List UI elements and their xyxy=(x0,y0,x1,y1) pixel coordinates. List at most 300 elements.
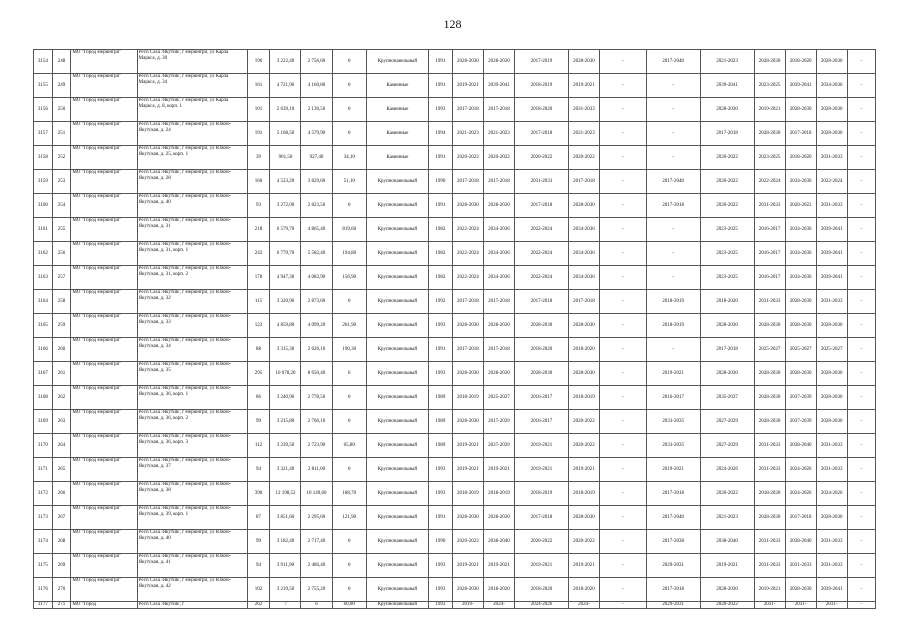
period-7-cell: 2020-2022 xyxy=(700,170,754,194)
living-area-cell: 2 626,10 xyxy=(301,338,332,362)
period-10-cell: 2028-2030 xyxy=(816,362,847,386)
period-5-cell: - xyxy=(600,506,647,530)
period-9-cell: 2018-2020 xyxy=(785,146,816,170)
wall-material-cell: Крупнопанельный xyxy=(366,506,428,530)
total-area-cell: 3 272,00 xyxy=(270,194,301,218)
period-11-cell: - xyxy=(847,266,875,290)
record-id-cell: 254 xyxy=(52,194,71,218)
row-number-cell: 3166 xyxy=(34,338,53,362)
build-year-cell: 1993 xyxy=(429,482,453,506)
table-row xyxy=(34,554,876,578)
owner-cell: МО "Город Нерюнгри" xyxy=(71,266,137,290)
period-11-cell: - xyxy=(847,338,875,362)
area-count-cell: 262 xyxy=(247,602,270,609)
period-4-cell: 2031-2033 xyxy=(568,98,599,122)
period-8-cell: 2028-2030 xyxy=(754,50,785,74)
period-7-cell: 2021-2023 xyxy=(700,50,754,74)
period-2-cell: 2017-2018 xyxy=(483,338,514,362)
record-id-cell: 263 xyxy=(52,410,71,434)
build-year-cell: 1993 xyxy=(429,98,453,122)
period-1-cell: 2028-2030 xyxy=(452,506,483,530)
wall-material-cell: Крупнопанельный xyxy=(366,338,428,362)
period-7-cell: 2019-2021 xyxy=(700,554,754,578)
area-count-cell: 39 xyxy=(247,146,270,170)
period-1-cell: 2018-2019 xyxy=(452,482,483,506)
period-3-cell: 2022-2024 xyxy=(515,218,569,242)
build-year-cell: 1992 xyxy=(429,290,453,314)
period-1-cell: 2017-2018 xyxy=(452,290,483,314)
period-5-cell: - xyxy=(600,458,647,482)
period-6-cell: - xyxy=(646,146,700,170)
build-year-cell: 1989 xyxy=(429,386,453,410)
period-8-cell: 2031- xyxy=(754,602,785,609)
period-3-cell: 2018-2019 xyxy=(515,482,569,506)
period-4-cell: 2019-2021 xyxy=(568,74,599,98)
area-count-cell: 88 xyxy=(247,338,270,362)
owner-cell: МО "Город Нерюнгри" xyxy=(71,50,137,74)
build-year-cell: 1982 xyxy=(429,266,453,290)
wall-material-cell: Крупнопанельный xyxy=(366,242,428,266)
period-10-cell: 2028-2030 xyxy=(816,50,847,74)
row-number-cell: 3172 xyxy=(34,482,53,506)
address-cell: Респ Саха /Якутия/, г Нерюнгри, ул Южно-Якутская, д. 36, корп. 3 xyxy=(137,434,247,458)
period-9-cell: 2017-2018 xyxy=(785,506,816,530)
period-10-cell: 2025-2027 xyxy=(816,338,847,362)
total-area-cell: 2 639,10 xyxy=(270,98,301,122)
total-area-cell: 5 168,50 xyxy=(270,122,301,146)
period-6-cell: - xyxy=(646,98,700,122)
period-11-cell: - xyxy=(847,530,875,554)
build-year-cell: 1982 xyxy=(429,218,453,242)
period-4-cell: 2017-2018 xyxy=(568,290,599,314)
build-year-cell: 1991 xyxy=(429,74,453,98)
record-id-cell: 252 xyxy=(52,146,71,170)
build-year-cell: 1993 xyxy=(429,314,453,338)
area-count-cell: 101 xyxy=(247,98,270,122)
period-6-cell: 2016-2017 xyxy=(646,386,700,410)
record-id-cell: 257 xyxy=(52,266,71,290)
living-area-cell: 2 723,90 xyxy=(301,434,332,458)
period-11-cell: - xyxy=(847,218,875,242)
row-number-cell: 3158 xyxy=(34,146,53,170)
period-3-cell: 2031-2033 xyxy=(515,170,569,194)
period-2-cell: 2021-2023 xyxy=(483,122,514,146)
period-10-cell: 2028-2030 xyxy=(816,122,847,146)
table-row xyxy=(34,290,876,314)
period-1-cell: 2028-2030 xyxy=(452,362,483,386)
build-year-cell: 1990 xyxy=(429,170,453,194)
record-id-cell: 264 xyxy=(52,434,71,458)
table-row xyxy=(34,146,876,170)
address-cell: Респ Саха /Якутия/, г Нерюнгри, ул Южно-Якутская, д. 31 xyxy=(137,218,247,242)
period-10-cell: 2031-2033 xyxy=(816,146,847,170)
total-area-cell: 4 859,80 xyxy=(270,314,301,338)
period-11-cell: - xyxy=(847,410,875,434)
record-id-cell: 256 xyxy=(52,242,71,266)
nonresidential-area-cell: 194,80 xyxy=(332,242,366,266)
period-4-cell: 2034-2036 xyxy=(568,242,599,266)
period-6-cell: 2017-2040 xyxy=(646,50,700,74)
table-row xyxy=(34,266,876,290)
period-8-cell: 2028-2030 xyxy=(754,314,785,338)
build-year-cell: 1993 xyxy=(429,602,453,609)
nonresidential-area-cell: 121,90 xyxy=(332,506,366,530)
living-area-cell: 10 149,60 xyxy=(301,482,332,506)
period-6-cell: 2033-2035 xyxy=(646,410,700,434)
period-5-cell: - xyxy=(600,554,647,578)
area-count-cell: 94 xyxy=(247,554,270,578)
address-cell: Респ Саха /Якутия/, г xyxy=(137,602,247,609)
period-2-cell: 2024- xyxy=(483,602,514,609)
period-5-cell: - xyxy=(600,74,647,98)
period-10-cell: 2024-2026 xyxy=(816,482,847,506)
table-row xyxy=(34,170,876,194)
record-id-cell: 255 xyxy=(52,218,71,242)
record-id-cell: 268 xyxy=(52,530,71,554)
period-4-cell: 2020-2022 xyxy=(568,434,599,458)
wall-material-cell: Крупнопанельный xyxy=(366,50,428,74)
address-cell: Респ Саха /Якутия/, г Нерюнгри, ул Южно-Якутская, д. 40 xyxy=(137,530,247,554)
period-3-cell: 2018-2020 xyxy=(515,98,569,122)
row-number-cell: 3163 xyxy=(34,266,53,290)
period-9-cell: 2018-2020 xyxy=(785,50,816,74)
row-number-cell: 3155 xyxy=(34,74,53,98)
area-count-cell: 102 xyxy=(247,578,270,602)
owner-cell: МО "Город Нерюнгри" xyxy=(71,74,137,98)
period-11-cell: - xyxy=(847,506,875,530)
nonresidential-area-cell: 6 xyxy=(332,362,366,386)
row-number-cell: 3162 xyxy=(34,242,53,266)
area-count-cell: 295 xyxy=(247,362,270,386)
nonresidential-area-cell: 0 xyxy=(332,194,366,218)
wall-material-cell: Крупнопанельный xyxy=(366,362,428,386)
total-area-cell: 12 198,52 xyxy=(270,482,301,506)
total-area-cell: 4 721,90 xyxy=(270,74,301,98)
wall-material-cell: Крупнопанельный xyxy=(366,194,428,218)
period-1-cell: 2017-2018 xyxy=(452,98,483,122)
row-number-cell: 3170 xyxy=(34,434,53,458)
period-3-cell: 2020-2022 xyxy=(515,146,569,170)
row-number-cell: 3177 xyxy=(34,602,53,609)
period-2-cell: 2020-2022 xyxy=(483,146,514,170)
record-id-cell: 271 xyxy=(52,602,71,609)
period-5-cell: - xyxy=(600,218,647,242)
area-count-cell: 243 xyxy=(247,242,270,266)
living-area-cell: 2 486,40 xyxy=(301,554,332,578)
period-11-cell: - xyxy=(847,122,875,146)
period-8-cell: 2025-2027 xyxy=(754,338,785,362)
period-8-cell: 2031-2033 xyxy=(754,554,785,578)
address-cell: Респ Саха /Якутия/, г Нерюнгри, ул Южно-Якутская, д. 34 xyxy=(137,338,247,362)
period-7-cell: 2039-2041 xyxy=(700,74,754,98)
nonresidential-area-cell: 0 xyxy=(332,50,366,74)
period-8-cell: 2031-2033 xyxy=(754,290,785,314)
living-area-cell: 2 873,60 xyxy=(301,290,332,314)
area-count-cell: 191 xyxy=(247,122,270,146)
period-5-cell: - xyxy=(600,314,647,338)
period-5-cell: - xyxy=(600,530,647,554)
living-area-cell: 2 823,50 xyxy=(301,194,332,218)
address-cell: Респ Саха /Якутия/, г Нерюнгри, ул Южно-Якутская, д. 41 xyxy=(137,554,247,578)
period-9-cell: 2034-2036 xyxy=(785,170,816,194)
period-4-cell: 2028-2030 xyxy=(568,362,599,386)
nonresidential-area-cell: 188,70 xyxy=(332,482,366,506)
row-number-cell: 3159 xyxy=(34,170,53,194)
period-8-cell: 2028-2030 xyxy=(754,122,785,146)
period-7-cell: 2023-2025 xyxy=(700,266,754,290)
period-8-cell: 2016-2017 xyxy=(754,242,785,266)
period-5-cell: - xyxy=(600,98,647,122)
period-8-cell: 2031-2033 xyxy=(754,434,785,458)
period-2-cell: 2019-2021 xyxy=(483,554,514,578)
table-row xyxy=(34,482,876,506)
nonresidential-area-cell: 0 xyxy=(332,578,366,602)
period-8-cell: 2023-2025 xyxy=(754,146,785,170)
period-10-cell: 2031-2033 xyxy=(816,554,847,578)
period-9-cell: 2031-2033 xyxy=(785,554,816,578)
record-id-cell: 262 xyxy=(52,386,71,410)
period-3-cell: 2028-2030 xyxy=(515,362,569,386)
period-8-cell: 2022-2024 xyxy=(754,170,785,194)
period-9-cell: 2028-2030 xyxy=(785,362,816,386)
address-cell: Респ Саха /Якутия/, г Нерюнгри, ул Южно-Якутская, д. 38 xyxy=(137,482,247,506)
total-area-cell: 3 315,30 xyxy=(270,338,301,362)
period-2-cell: 2038-2040 xyxy=(483,530,514,554)
period-9-cell: 2034-2036 xyxy=(785,266,816,290)
address-cell: Респ Саха /Якутия/, г Нерюнгри, ул Южно-Якутская, д. 32 xyxy=(137,290,247,314)
address-cell: Респ Саха /Якутия/, г Нерюнгри, ул Южно-Якутская, д. 40 xyxy=(137,194,247,218)
period-4-cell: 2018-2019 xyxy=(568,482,599,506)
nonresidential-area-cell: 190,30 xyxy=(332,338,366,362)
build-year-cell: 1991 xyxy=(429,194,453,218)
owner-cell: МО "Город xyxy=(71,602,137,609)
table-row xyxy=(34,362,876,386)
table-row xyxy=(34,410,876,434)
period-10-cell: 2028-2030 xyxy=(816,386,847,410)
period-7-cell: 2027-2029 xyxy=(700,410,754,434)
build-year-cell: 1993 xyxy=(429,362,453,386)
period-1-cell: 2028-2030 xyxy=(452,578,483,602)
period-4-cell: 2021-2023 xyxy=(568,122,599,146)
wall-material-cell: Каменные xyxy=(366,98,428,122)
owner-cell: МО "Город Нерюнгри" xyxy=(71,362,137,386)
period-10-cell: 2039-2041 xyxy=(816,266,847,290)
living-area-cell: 4 579,90 xyxy=(301,122,332,146)
nonresidential-area-cell: 65,80 xyxy=(332,434,366,458)
area-count-cell: 99 xyxy=(247,530,270,554)
period-9-cell: 2028-2030 xyxy=(785,578,816,602)
wall-material-cell: Крупнопанельный xyxy=(366,314,428,338)
address-cell: Респ Саха /Якутия/, г Нерюнгри, ул Южно-Якутская, д. 24 xyxy=(137,122,247,146)
area-count-cell: 99 xyxy=(247,410,270,434)
period-6-cell: 2033-2035 xyxy=(646,434,700,458)
period-1-cell: 2017-2018 xyxy=(452,170,483,194)
period-6-cell: - xyxy=(646,74,700,98)
period-5-cell: - xyxy=(600,602,647,609)
table-row xyxy=(34,218,876,242)
period-2-cell: 2019-2021 xyxy=(483,458,514,482)
period-9-cell: 2037-2039 xyxy=(785,410,816,434)
living-area-cell: 5 582,40 xyxy=(301,242,332,266)
period-5-cell: - xyxy=(600,194,647,218)
record-id-cell: 251 xyxy=(52,122,71,146)
period-10-cell: 2034-2036 xyxy=(816,74,847,98)
total-area-cell: 3 215,80 xyxy=(270,410,301,434)
period-9-cell: 2039-2041 xyxy=(785,74,816,98)
period-4-cell: 2018-2020 xyxy=(568,338,599,362)
period-3-cell: 2020-2022 xyxy=(515,530,569,554)
period-7-cell: 2024-2026 xyxy=(700,458,754,482)
address-cell: Респ Саха /Якутия/, г Нерюнгри, ул Южно-Якутская, д. 35 xyxy=(137,362,247,386)
nonresidential-area-cell: 0 xyxy=(332,74,366,98)
row-number-cell: 3175 xyxy=(34,554,53,578)
page-number: 128 xyxy=(443,17,462,31)
table-row xyxy=(34,602,876,609)
table-row xyxy=(34,122,876,146)
period-3-cell: 2017-2018 xyxy=(515,506,569,530)
period-7-cell: 2023-2025 xyxy=(700,242,754,266)
owner-cell: МО "Город Нерюнгри" xyxy=(71,314,137,338)
total-area-cell: 3 911,90 xyxy=(270,554,301,578)
period-9-cell: 2025-2027 xyxy=(785,338,816,362)
period-1-cell: 2019-2021 xyxy=(452,554,483,578)
period-2-cell: 2017-2018 xyxy=(483,98,514,122)
period-11-cell: - xyxy=(847,74,875,98)
nonresidential-area-cell: 0 xyxy=(332,386,366,410)
period-5-cell: - xyxy=(600,410,647,434)
row-number-cell: 3167 xyxy=(34,362,53,386)
period-1-cell: 2028-2030 xyxy=(452,194,483,218)
period-2-cell: 2034-2036 xyxy=(483,218,514,242)
build-year-cell: 1989 xyxy=(429,410,453,434)
table-row xyxy=(34,194,876,218)
nonresidential-area-cell: 34,10 xyxy=(332,146,366,170)
total-area-cell: 3 182,40 xyxy=(270,530,301,554)
record-id-cell: 248 xyxy=(52,50,71,74)
period-6-cell: 2017-2018 xyxy=(646,482,700,506)
period-2-cell: 2028-2030 xyxy=(483,194,514,218)
owner-cell: МО "Город Нерюнгри" xyxy=(71,146,137,170)
owner-cell: МО "Город Нерюнгри" xyxy=(71,458,137,482)
row-number-cell: 3165 xyxy=(34,314,53,338)
period-1-cell: 2022-2024 xyxy=(452,242,483,266)
period-6-cell: - xyxy=(646,266,700,290)
period-3-cell: 2017-2019 xyxy=(515,50,569,74)
address-cell: Респ Саха /Якутия/, г Нерюнгри, ул Карла Маркса, д. 30 xyxy=(137,50,247,74)
period-2-cell: 2034-2036 xyxy=(483,242,514,266)
period-5-cell: - xyxy=(600,50,647,74)
nonresidential-area-cell: 60,00 xyxy=(332,602,366,609)
period-9-cell: 2038-2040 xyxy=(785,434,816,458)
period-11-cell: - xyxy=(847,578,875,602)
period-6-cell: - xyxy=(646,122,700,146)
total-area-cell: 4 523,20 xyxy=(270,170,301,194)
period-4-cell: 2028-2030 xyxy=(568,314,599,338)
record-id-cell: 266 xyxy=(52,482,71,506)
build-year-cell: 1991 xyxy=(429,146,453,170)
area-count-cell: 161 xyxy=(247,74,270,98)
owner-cell: МО "Город Нерюнгри" xyxy=(71,578,137,602)
record-id-cell: 259 xyxy=(52,314,71,338)
address-cell: Респ Саха /Якутия/, г Нерюнгри, ул Южно-Якутская, д. 31, корп. 1 xyxy=(137,242,247,266)
row-number-cell: 3168 xyxy=(34,386,53,410)
period-11-cell: - xyxy=(847,602,875,609)
wall-material-cell: Крупнопанельный xyxy=(366,458,428,482)
wall-material-cell: Крупнопанельный xyxy=(366,410,428,434)
period-7-cell: 2020-2022 xyxy=(700,194,754,218)
period-6-cell: 2017-2018 xyxy=(646,578,700,602)
build-year-cell: 1990 xyxy=(429,530,453,554)
period-7-cell: 2028-2030 xyxy=(700,314,754,338)
table-row xyxy=(34,314,876,338)
period-7-cell: 2035-2037 xyxy=(700,386,754,410)
address-cell: Респ Саха /Якутия/, г Нерюнгри, ул Карла Маркса, д. 34 xyxy=(137,74,247,98)
build-year-cell: 1993 xyxy=(429,578,453,602)
period-3-cell: 2018-2020 xyxy=(515,578,569,602)
period-9-cell: 2028-2030 xyxy=(785,98,816,122)
nonresidential-area-cell: 156,90 xyxy=(332,266,366,290)
area-count-cell: 196 xyxy=(247,50,270,74)
address-cell: Респ Саха /Якутия/, г Нерюнгри, ул Южно-Якутская, д. 36, корп. 2 xyxy=(137,410,247,434)
period-10-cell: 2031-2033 xyxy=(816,290,847,314)
owner-cell: МО "Город Нерюнгри" xyxy=(71,194,137,218)
period-2-cell: 2028-2030 xyxy=(483,506,514,530)
period-7-cell: 2028-2030 xyxy=(700,578,754,602)
period-11-cell: - xyxy=(847,362,875,386)
period-8-cell: 2023-2025 xyxy=(754,74,785,98)
period-1-cell: 2022-2024 xyxy=(452,266,483,290)
period-1-cell: 2017-2018 xyxy=(452,338,483,362)
build-year-cell: 1993 xyxy=(429,458,453,482)
area-count-cell: 160 xyxy=(247,170,270,194)
total-area-cell: 3 240,90 xyxy=(270,386,301,410)
period-10-cell: 2028-2030 xyxy=(816,506,847,530)
nonresidential-area-cell: 0 xyxy=(332,122,366,146)
total-area-cell: 3 222,40 xyxy=(270,50,301,74)
register-body xyxy=(34,50,876,609)
period-7-cell: 2021-2023 xyxy=(700,506,754,530)
period-4-cell: 2028-2030 xyxy=(568,194,599,218)
period-5-cell: - xyxy=(600,290,647,314)
row-number-cell: 3156 xyxy=(34,98,53,122)
wall-material-cell: Крупнопанельный xyxy=(366,602,428,609)
period-9-cell: 2034-2036 xyxy=(785,218,816,242)
area-count-cell: 123 xyxy=(247,314,270,338)
owner-cell: МО "Город Нерюнгри" xyxy=(71,386,137,410)
wall-material-cell: Крупнопанельный xyxy=(366,290,428,314)
period-8-cell: 2016-2017 xyxy=(754,218,785,242)
period-1-cell: 2020-2022 xyxy=(452,146,483,170)
period-11-cell: - xyxy=(847,242,875,266)
build-year-cell: 1991 xyxy=(429,506,453,530)
total-area-cell: 3 321,40 xyxy=(270,458,301,482)
nonresidential-area-cell: 0 xyxy=(332,410,366,434)
period-8-cell: 2031-2033 xyxy=(754,458,785,482)
owner-cell: МО "Город Нерюнгри" xyxy=(71,410,137,434)
record-id-cell: 253 xyxy=(52,170,71,194)
address-cell: Респ Саха /Якутия/, г Нерюнгри, ул Южно-Якутская, д. 28 xyxy=(137,170,247,194)
period-3-cell: 2017-2018 xyxy=(515,290,569,314)
wall-material-cell: Крупнопанельный xyxy=(366,218,428,242)
period-4-cell: 2019-2021 xyxy=(568,554,599,578)
period-8-cell: 2028-2030 xyxy=(754,410,785,434)
period-7-cell: 2028-2030 xyxy=(700,98,754,122)
period-4-cell: 2017-2018 xyxy=(568,170,599,194)
wall-material-cell: Крупнопанельный xyxy=(366,530,428,554)
wall-material-cell: Крупнопанельный xyxy=(366,266,428,290)
total-area-cell: 3 320,90 xyxy=(270,290,301,314)
period-6-cell: 2018-2019 xyxy=(646,314,700,338)
